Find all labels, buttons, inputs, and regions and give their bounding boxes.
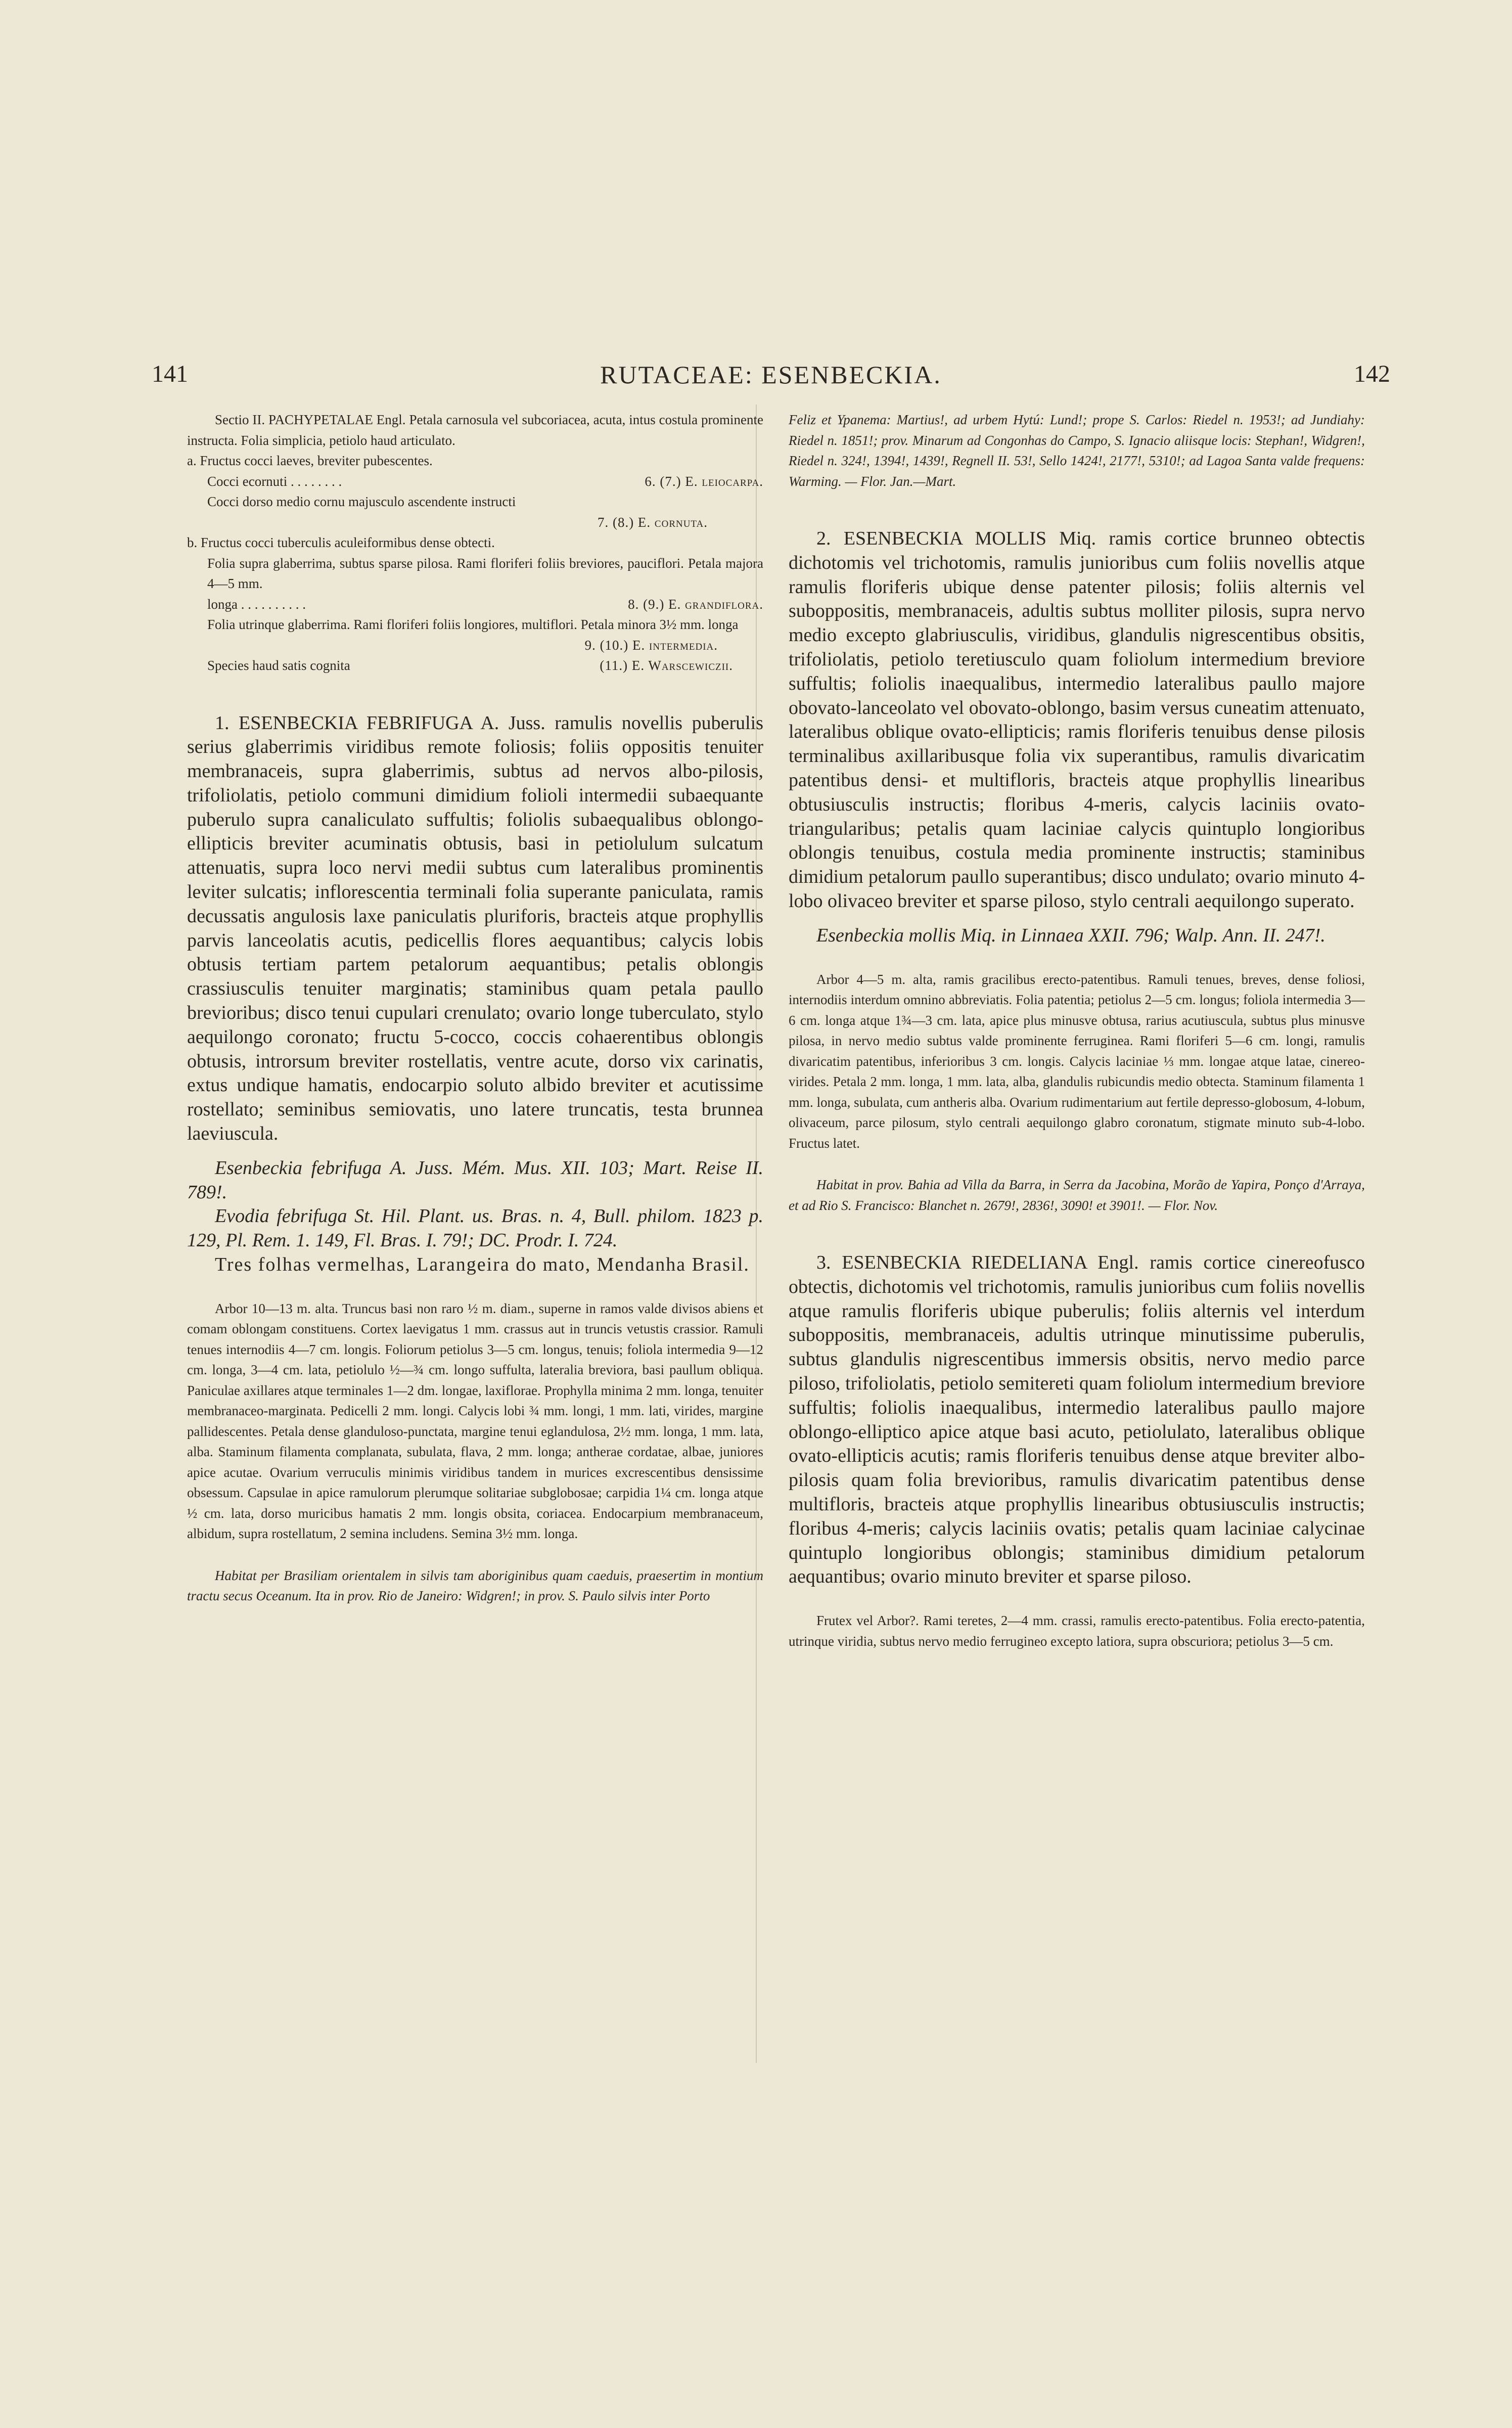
key-species-ref: (11.) E. Warscewiczii. (600, 658, 733, 673)
species-3 (789, 1251, 1365, 1589)
running-title: RUTACEAE: ESENBECKIA. (600, 361, 942, 389)
species-2-description: Arbor 4—5 m. alta, ramis gracilibus erecto-patentibus. Ramuli tenues, breves, dense foliosi, internodiis interdum omnino abbreviatis. Folia patentia; petiolus 2—5 cm. longus; foliola intermedia 3—6 cm. longa atque 1¾—3 cm. lata, apice plus minusve obtusa, rarius acutiuscula, subtus plus minusve pilosa, in nervo medio subtus valde prominente ferruginea. Rami floriferi 5—6 cm. longi, ramulis divaricatim patentibus, inferioribus 3 cm. longis. Calycis laciniae ⅓ mm. longae atque latae, cinereo-virides. Petala 2 mm. longa, 1 mm. lata, alba, glandulis rubicundis medio obtecta. Staminum filamenta 1 mm. longa, subulata, cum antheris alba. Ovarium rudimentarium aut fertile depresso-globosum, 4-lobum, olivaceum, parce pilosum, stylo centrali aequilongo glabro coronatum, stigmate minuto sub-4-lobo. Fructus latet. (789, 971, 1365, 1151)
species-1-habitat-continued-block (789, 410, 1365, 491)
page-number-right: 142 (1354, 361, 1390, 387)
key-sectio: Sectio II. PACHYPETALAE Engl. Petala carnosula vel subcoriacea, acuta, intus costula prominente instructa. Folia simplicia, petiolo haud articulato. (187, 412, 763, 448)
species-3-body: ramis cortice cinereofusco obtectis, dichotomis vel trichotomis, ramulis junioribus cum foliis novellis atque ramulis floriferis ubique puberulis; foliis alternis vel interdum suboppositis, membranaceis, adultis utrinque minutissime puberulis, subtus glandulis nigrescentibus immersis obsitis, nervo medio parce piloso, trifoliolatis, petiolo semitereti quam foliolum intermedium breviore suffultis; foliolis inaequalibus, intermedio lateralibus paullo majore oblongo-elliptico apice atque basi acuto, petiolulato, lateralibus oblique ovato-ellipticis acutis; ramis floriferis tenuibus dense atque breviter albo-pilosis quam folia brevioribus, ramulis divaricatim patentibus dense multifloris, bracteis atque prophyllis linearibus obtusiusculis instructis; floribus 4-meris; calycis laciniis ovatis; petalis quam laciniae calycinae quintuplo longioribus oblongis; staminibus dimidium petalorum aequantibus; ovario minuto breviter et sparse piloso. (789, 1252, 1365, 1588)
key-b2: Folia utrinque glaberrima. Rami floriferi foliis longiores, multiflori. Petala minora 3½ mm. longa (207, 617, 739, 632)
species-3-description: Frutex vel Arbor?. Rami teretes, 2—4 mm. crassi, ramulis erecto-patentibus. Folia erecto-patentia, utrinque viridia, subtus nervo medio ferrugineo excepto latiora, supra obscuriora; petiolus 3—5 cm. (789, 1613, 1365, 1649)
species-2-heading: 2. ESENBECKIA MOLLIS Miq. (816, 528, 1096, 549)
key-b1: Folia supra glaberrima, subtus sparse pilosa. Rami floriferi foliis breviores, pauciflori. Petala majora 4—5 mm. (207, 555, 763, 591)
species-2-body: ramis cortice brunneo obtectis dichotomis vel trichotomis, ramulis junioribus cum foliis novellis atque ramulis floriferis ubique dense patenter pilosis; foliis alternis vel suboppositis, membranaceis, adultis subtus molliter pilosis, supra nervo medio excepto glabriusculis, viridibus, glandulis nigrescentibus obsitis, trifoliolatis, petiolo teretiusculo quam foliolum intermedium breviore suffultis; foliolis inaequalibus, intermedio lateralibus paullo majore obovato-lanceolato vel obovato-oblongo, basim versus cuneatim attenuato, lateralibus oblique ovato-ellipticis; ramis floriferis tenuibus dense pilosis terminalibus axillaribusque folia vix superantibus, ramulis divaricatim patentibus densi- et multifloris, bracteis atque prophyllis linearibus obtusiusculis instructis; floribus 4-meris, calycis laciniis ovato-triangularibus; petalis quam laciniae calycis quintuplo longioribus oblongis tenuibus, costula media prominente instructis; staminibus dimidium petalorum paullo superantibus; disco undulato; ovario minuto 4-lobo olivaceo breviter et sparse piloso, stylo centrali aequilongo superato. (789, 528, 1365, 912)
species-2-diagnosis (789, 527, 1365, 914)
species-2 (789, 527, 1365, 948)
key-b2-ref: 9. (10.) E. intermedia. (584, 637, 718, 653)
species-2-description-block (789, 969, 1365, 1216)
species-1-synonym-2: Evodia febrifuga St. Hil. Plant. us. Bras. n. 4, Bull. philom. 1823 p. 129, Pl. Rem. 1. 149, Fl. Bras. I. 79!; DC. Prodr. I. 724. (187, 1205, 763, 1251)
species-2-synonym: Esenbeckia mollis Miq. in Linnaea XXII. 796; Walp. Ann. II. 247!. (816, 924, 1325, 946)
species-3-heading: 3. ESENBECKIA RIEDELIANA Engl. (816, 1252, 1139, 1274)
right-column (789, 410, 1365, 1651)
species-1-habitat: Habitat per Brasiliam orientalem in silvis tam aboriginibus quam caeduis, praesertim in montium tractu secus Oceanum. Ita in prov. Rio de Janeiro: Widgren!; in prov. S. Paulo silvis inter Porto (187, 1567, 763, 1604)
species-1-synonym-1: Esenbeckia febrifuga A. Juss. Mém. Mus. XII. 103; Mart. Reise II. 789!. (187, 1157, 763, 1203)
key-species (187, 655, 763, 676)
key-a1-text: Cocci ecornuti . . . . . . . . (207, 473, 342, 489)
species-1 (187, 711, 763, 1277)
key-a1-ref: 6. (7.) E. leiocarpa. (645, 473, 763, 489)
page-header (152, 360, 1390, 390)
key-b1-text: longa . . . . . . . . . . (207, 596, 306, 612)
species-1-habitat-continued: Feliz et Ypanema: Martius!, ad urbem Hytú: Lund!; prope S. Carlos: Riedel n. 1953!; ad Jundiahy: Riedel n. 1851!; prov. Minarum ad Congonhas do Campo, S. Ignacio aliisque locis: Stephan!, Widgren!, Riedel n. 324!, 1394!, 1439!, Regnell II. 53!, Sello 1424!, 2177!, 5310!; ad Lagoa Santa valde frequens: Warming. — Flor. Jan.—Mart. (789, 412, 1365, 489)
page-number-left: 141 (152, 361, 188, 387)
key-a1 (187, 471, 763, 492)
key-b1-ref: 8. (9.) E. grandiflora. (628, 596, 763, 612)
key-b: b. Fructus cocci tuberculis aculeiformibus dense obtecti. (187, 535, 495, 550)
key-a2-text: Cocci dorso medio cornu majusculo ascendente instructi (207, 494, 516, 509)
species-1-body: ramulis novellis puberulis serius glaberrimis viridibus remote foliosis; foliis oppositis tenuiter membranaceis, supra glaberrimis, subtus ad nervos albo-pilosis, trifoliolatis, petiolo communi dimidium folioli intermedii subaequante puberulo supra canaliculato suffultis; foliolis subaequalibus oblongo-ellipticis breviter acuminatis obtusis, basi in petiolulum sulcatum attenuatis, supra loco nervi medii subtus cum lateralibus prominentis leviter sulcatis; inflorescentia terminali folia superante paniculata, ramis decussatis angulosis laxe paniculatis pluriforis, bracteis atque prophyllis parvis lanceolatis acutis, pedicellis flores aequantibus; calycis lobis obtusis tertiam partem petalorum aequantibus; petalis oblongis crassiusculis tenuiter marginatis; staminibus quam petala paullo brevioribus; disco tenui cupulari crenulato; ovario longe tuberculato, stylo aequilongo coronato; fructu 5-cocco, coccis cohaerentibus oblongis obtusis, introrsum breviter rostellatis, ventre acute, dorso vix carinatis, extus undique hamatis, endocarpio soluto albido breviter et acutissime rostellato; seminibus semiovatis, uno latere truncatis, testa brunnea laeviuscula. (187, 712, 764, 1145)
species-3-description-block (789, 1610, 1365, 1651)
species-1-diagnosis (187, 711, 763, 1146)
key-species-text: Species haud satis cognita (207, 658, 350, 673)
species-key (187, 410, 763, 676)
species-1-vernacular: Tres folhas vermelhas, Larangeira do mato, Mendanha Brasil. (215, 1254, 750, 1276)
left-column (187, 410, 763, 1606)
species-2-habitat: Habitat in prov. Bahia ad Villa da Barra, in Serra da Jacobina, Morão de Yapira, Ponço d'Arraya, et ad Rio S. Francisco: Blanchet n. 2679!, 2836!, 3090! et 3901!. — Flor. Nov. (789, 1177, 1365, 1213)
key-a2-ref: 7. (8.) E. cornuta. (597, 514, 708, 530)
key-a: a. Fructus cocci laeves, breviter pubescentes. (187, 453, 433, 468)
key-b1-line (187, 594, 763, 615)
species-1-heading: 1. ESENBECKIA FEBRIFUGA A. Juss. (215, 712, 545, 734)
species-1-description-block (187, 1298, 763, 1606)
species-3-diagnosis (789, 1251, 1365, 1589)
species-1-description: Arbor 10—13 m. alta. Truncus basi non raro ½ m. diam., superne in ramos valde divisos abiens et comam oblongam constituens. Cortex laevigatus 1 mm. crassus aut in truncis vetustis crassior. Ramuli tenues internodiis 4—7 cm. longis. Foliorum petiolus 3—5 cm. longus, tenuis; foliola intermedia 9—12 cm. longa, 3—4 cm. lata, petiolulo ½—¾ cm. longo suffulta, lateralia breviora, basi paullum obliqua. Paniculae axillares atque terminales 1—2 dm. longae, laxiflorae. Prophylla minima 2 mm. longa, tenuiter membranaceo-marginata. Pedicelli 2 mm. longi. Calycis lobi ¾ mm. longi, 1 mm. lati, virides, margine pallidescentes. Petala dense glanduloso-punctata, margine tenui eglandulosa, 2½ mm. longa, 1 mm. lata, alba. Staminum filamenta complanata, subulata, flava, 2 mm. longa; antherae cordatae, albae, juniores apice acutae. Ovarium verruculis minimis viridibus tandem in murices excrescentibus densissime obsessum. Capsulae in apice ramulorum plerumque solitariae subglobosae; carpidia 1¼ cm. longa atque ½ cm. lata, dorso muricibus hamatis 2 mm. longis obsita, coriacea. Endocarpium membranaceum, albidum, supra rostellatum, 2 semina includens. Semina 3½ mm. longa. (187, 1300, 763, 1542)
